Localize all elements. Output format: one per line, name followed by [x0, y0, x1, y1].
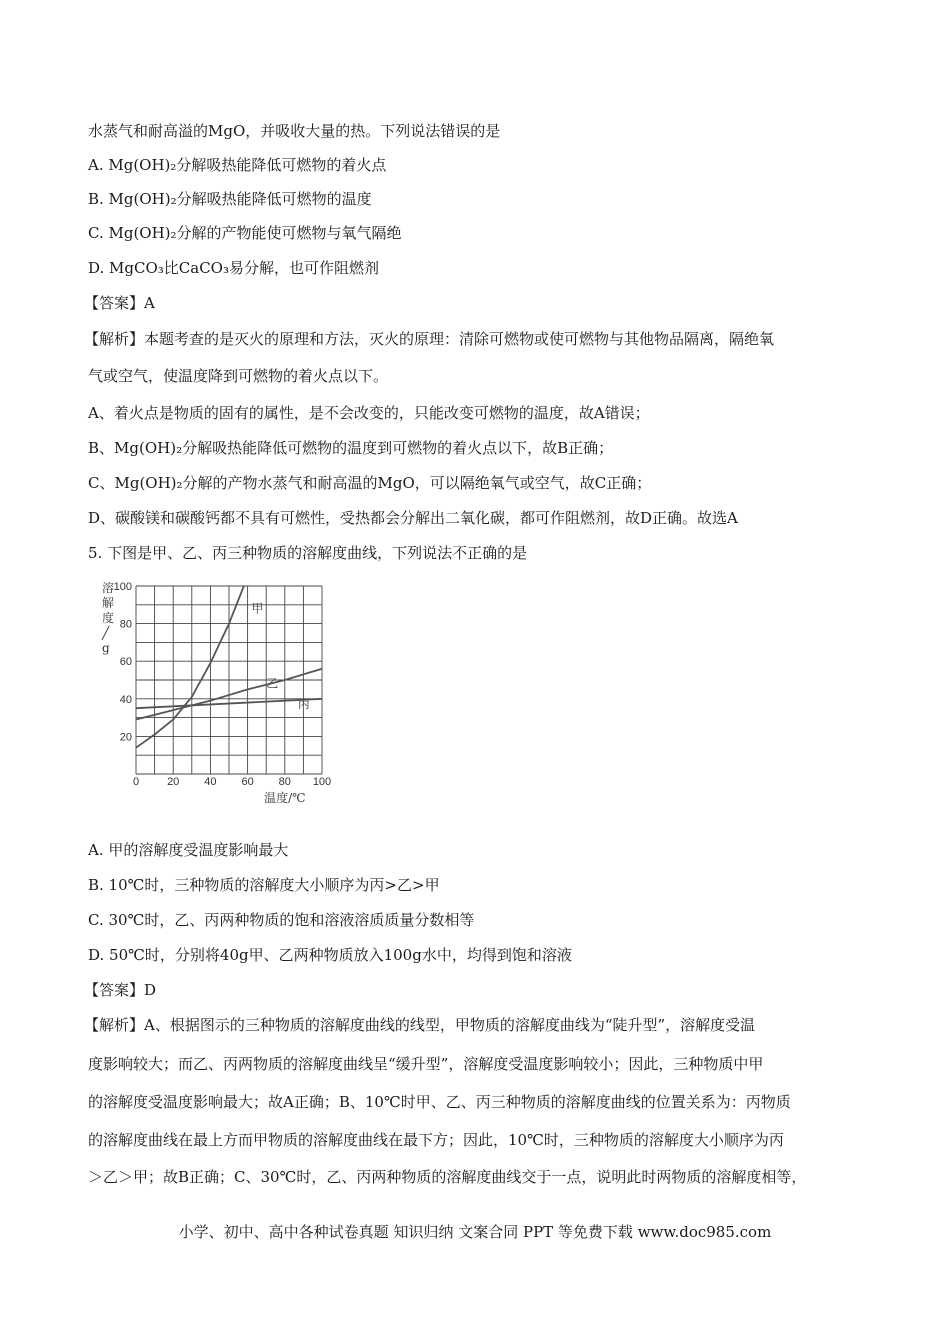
text-line: D. MgCO₃比CaCO₃易分解，也可作阻燃剂 [88, 259, 379, 277]
text-line: 5. 下图是甲、乙、丙三种物质的溶解度曲线，下列说法不正确的是 [88, 544, 528, 562]
solubility-chart [88, 578, 348, 808]
x-tick-label: 40 [204, 776, 217, 788]
text-line: 的溶解度曲线在最上方而甲物质的溶解度曲线在最下方；因此，10℃时，三种物质的溶解度大小顺序为丙 [88, 1131, 784, 1149]
x-axis-label: 温度/℃ [264, 791, 306, 805]
x-tick-label: 20 [167, 776, 180, 788]
y-tick-label: 100 [113, 581, 132, 593]
text-line: C. 30℃时，乙、丙两种物质的饱和溶液溶质质量分数相等 [88, 911, 475, 929]
text-line: B. Mg(OH)₂分解吸热能降低可燃物的温度 [88, 190, 372, 208]
text-line: A、着火点是物质的固有的属性，是不会改变的，只能改变可燃物的温度，故A错误； [88, 404, 650, 422]
text-line: 气或空气，使温度降到可燃物的着火点以下。 [88, 367, 389, 385]
y-axis-label: 溶解度╱ g [102, 581, 115, 655]
text-line: A. 甲的溶解度受温度影响最大 [88, 841, 289, 859]
x-tick-label: 100 [312, 776, 332, 788]
x-tick-label: 0 [132, 776, 140, 788]
text-line: C. Mg(OH)₂分解的产物能使可燃物与氧气隔绝 [88, 224, 402, 242]
series-label: 乙 [266, 676, 279, 691]
text-line: 的溶解度受温度影响最大；故A正确；B、10℃时甲、乙、丙三种物质的溶解度曲线的位置关系为：丙物质 [88, 1093, 791, 1111]
page-footer: 小学、初中、高中各种试卷真题 知识归纳 文案合同 PPT 等免费下载 www.doc985.com [178, 1223, 772, 1241]
text-line: ＞乙＞甲；故B正确；C、30℃时，乙、丙两种物质的溶解度曲线交于一点，说明此时两物质的溶解度相等， [88, 1168, 807, 1186]
x-tick-label: 60 [241, 776, 254, 788]
text-line: D. 50℃时，分别将40g甲、乙两种物质放入100g水中，均得到饱和溶液 [88, 946, 572, 964]
series-label: 甲 [251, 601, 264, 616]
x-tick-label: 80 [278, 776, 291, 788]
text-line: 水蒸气和耐高溢的MgO，并吸收大量的热。下列说法错误的是 [88, 122, 501, 140]
text-line: B. 10℃时，三种物质的溶解度大小顺序为丙>乙>甲 [88, 876, 440, 894]
y-tick-label: 80 [119, 618, 132, 631]
text-line: A. Mg(OH)₂分解吸热能降低可燃物的着火点 [88, 156, 387, 174]
text-line: 【答案】A [84, 294, 155, 312]
chart-ticks [114, 581, 332, 788]
text-line: 【解析】本题考查的是灭火的原理和方法，灭火的原理：清除可燃物或使可燃物与其他物品隔离，隔绝氧 [84, 330, 775, 348]
y-tick-label: 60 [119, 656, 132, 669]
y-tick-label: 40 [119, 693, 132, 706]
y-tick-label: 20 [119, 731, 132, 744]
curve-甲 [136, 586, 244, 748]
text-line: 【答案】D [84, 981, 157, 999]
text-line: 【解析】A、根据图示的三种物质的溶解度曲线的线型，甲物质的溶解度曲线为“陡升型”，溶解度受温 [84, 1016, 756, 1034]
text-line: 度影响较大；而乙、丙两物质的溶解度曲线呈“缓升型”，溶解度受温度影响较小；因此，三种物质中甲 [88, 1055, 764, 1073]
series-label: 丙 [297, 697, 310, 712]
chart-grid [136, 586, 322, 774]
text-line: B、Mg(OH)₂分解吸热能降低可燃物的温度到可燃物的着火点以下，故B正确； [88, 439, 614, 457]
text-line: C、Mg(OH)₂分解的产物水蒸气和耐高温的MgO，可以隔绝氧气或空气，故C正确； [88, 474, 652, 492]
text-line: D、碳酸镁和碳酸钙都不具有可燃性，受热都会分解出二氧化碳，都可作阻燃剂，故D正确。故选A [88, 509, 738, 527]
